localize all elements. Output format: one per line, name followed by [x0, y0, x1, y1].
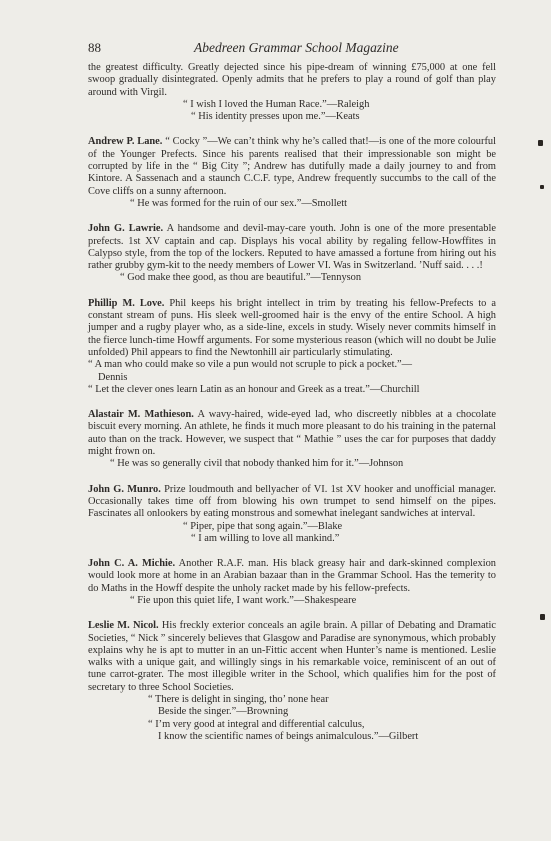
prefect-description: Prize loudmouth and bellyacher of VI. 1st XV hooker and unofficial manager. Occasionally takes time off from blowing his own trumpet to send himself on the pipes. Fascinates all onlookers by eating monstrous and somewhat inelegant sandwiches at interval.: [88, 483, 496, 520]
prefect-quote-attribution: Dennis: [98, 371, 128, 383]
margin-mark: [538, 140, 543, 146]
prefect-quote: “ There is delight in singing, tho’ none hear: [148, 694, 329, 706]
running-title: Abedreen Grammar School Magazine: [194, 40, 399, 55]
prefect-description: Phil keeps his bright intellect in trim by treating his fellow-Prefects to a constant stream of puns. His sleek well-groomed hair is the envy of the entire School. A high jumper and a rugby player who, as a side-line, excels in study. Wisely never commits himself in the fierce lunch-time Howff arguments. For some mysterious reason (which will no doubt be Julie unfolded) Phil appears to find the Newtonhill air particularly stimulating.: [88, 297, 496, 358]
prefect-quote: “ God make thee good, as thou are beautiful.”—Tennyson: [120, 272, 362, 284]
prefect-quote-continued: I know the scientific names of beings animalculous.”—Gilbert: [158, 730, 419, 742]
prefect-name: John G. Munro.: [88, 483, 161, 495]
prefect-quote: “ He was so generally civil that nobody thanked him for it.”—Johnson: [110, 458, 404, 470]
prefect-quote: “ I’m very good at integral and differential calculus,: [148, 718, 365, 730]
prefect-name: Phillip M. Love.: [88, 297, 165, 309]
prefect-quote: “ I am willing to love all mankind.”: [191, 532, 340, 544]
prefect-description: His freckly exterior conceals an agile brain. A pillar of Debating and Dramatic Societies, “ Nick ” sincerely believes that Glasgow and Paradise are synonymous, which probably explains why he is apt to mutter in an un-Fittic accent when Hunter’s name is mentioned. Leslie walks with a unique gait, and willingly sings in his remarkable voice, reminiscent of an out of tune carrot-grater. The most illegible writer in the School, which qualifies him for the post of secretary to three School Societies.: [88, 620, 496, 693]
prefect-name: Alastair M. Mathieson.: [88, 409, 194, 421]
prefect-entry-lawrie: [88, 223, 496, 284]
page-header: [88, 40, 483, 58]
prefect-quote: “ A man who could make so vile a pun would not scruple to pick a pocket.”—: [88, 359, 413, 371]
prefect-quote: “ He was formed for the ruin of our sex.”—Smollett: [130, 197, 347, 209]
prefect-entry-michie: [88, 558, 496, 607]
prefect-quote: “ Piper, pipe that song again.”—Blake: [183, 520, 343, 532]
prefect-description: Another R.A.F. man. His black greasy hair and dark-skinned complexion would look more at home in an Arabian bazaar than in the Grammar School. Has the temerity to do Maths in the Howff despite the unholy racket made by his fellow-prefects.: [88, 558, 496, 594]
margin-mark: [540, 185, 544, 189]
article-body: [88, 62, 496, 743]
prefect-name: John G. Lawrie.: [88, 223, 164, 235]
prefect-description: A handsome and devil-may-care youth. John is one of the more presentable prefects. 1st XV captain and cap. Displays his vocal ability by regaling fellow-Howffites in Calypso style, from the top of the lockers. Reputed to have amassed a fortune from hiring out his rather grubby gym-kit to the needy members of Lower VI. Was in Switzerland. ’Nuff said. . . .!: [88, 223, 496, 272]
prefect-entry-love: [88, 298, 496, 396]
intro-quote-2: “ His identity presses upon me.”—Keats: [191, 111, 360, 123]
prefect-quote: “ Fie upon this quiet life, I want work.”—Shakespeare: [130, 594, 357, 606]
margin-mark: [540, 614, 545, 620]
prefect-name: Leslie M. Nicol.: [88, 620, 159, 632]
intro-quote-1: “ I wish I loved the Human Race.”—Raleigh: [183, 98, 370, 110]
prefect-entry-nicol: [88, 620, 496, 743]
prefect-entry-munro: [88, 484, 496, 545]
prefect-description: “ Cocky ”—We can’t think why he’s called that!—is one of the more colourful of the Younger Prefects. Since his parents realised that their impressionable son might be corrupted by life in the “ Big City ”; Andrew has dutifully made a daily journey to and from Kintore. A Sassenach and a staunch C.C.F. type, Andrew frequently succumbs to the call of the Cove cliffs on a sunny afternoon.: [88, 136, 496, 197]
prefect-quote-continued: Beside the singer.”—Browning: [158, 706, 289, 718]
prefect-name: John C. A. Michie.: [88, 558, 176, 570]
prefect-description: A wavy-haired, wide-eyed lad, who discreetly nibbles at a chocolate biscuit every morning. An athlete, he finds it much more pleasant to do his training in the paternal auto than on the track. However, we suspect that “ Mathie ” uses the car for purposes that daddy might frown on.: [88, 409, 496, 458]
prefect-name: Andrew P. Lane.: [88, 136, 163, 148]
prefect-entry-mathieson: [88, 409, 496, 470]
intro-paragraph: the greatest difficulty. Greatly dejected since his pipe-dream of winning £75,000 at one fell swoop gradually disintegrated. Openly admits that he prefers to play a round of golf than play around with Virgil.: [88, 62, 496, 98]
prefect-entry-lane: [88, 136, 496, 210]
prefect-quote: “ Let the clever ones learn Latin as an honour and Greek as a treat.”—Churchill: [88, 383, 420, 395]
page-number: 88: [88, 40, 101, 55]
